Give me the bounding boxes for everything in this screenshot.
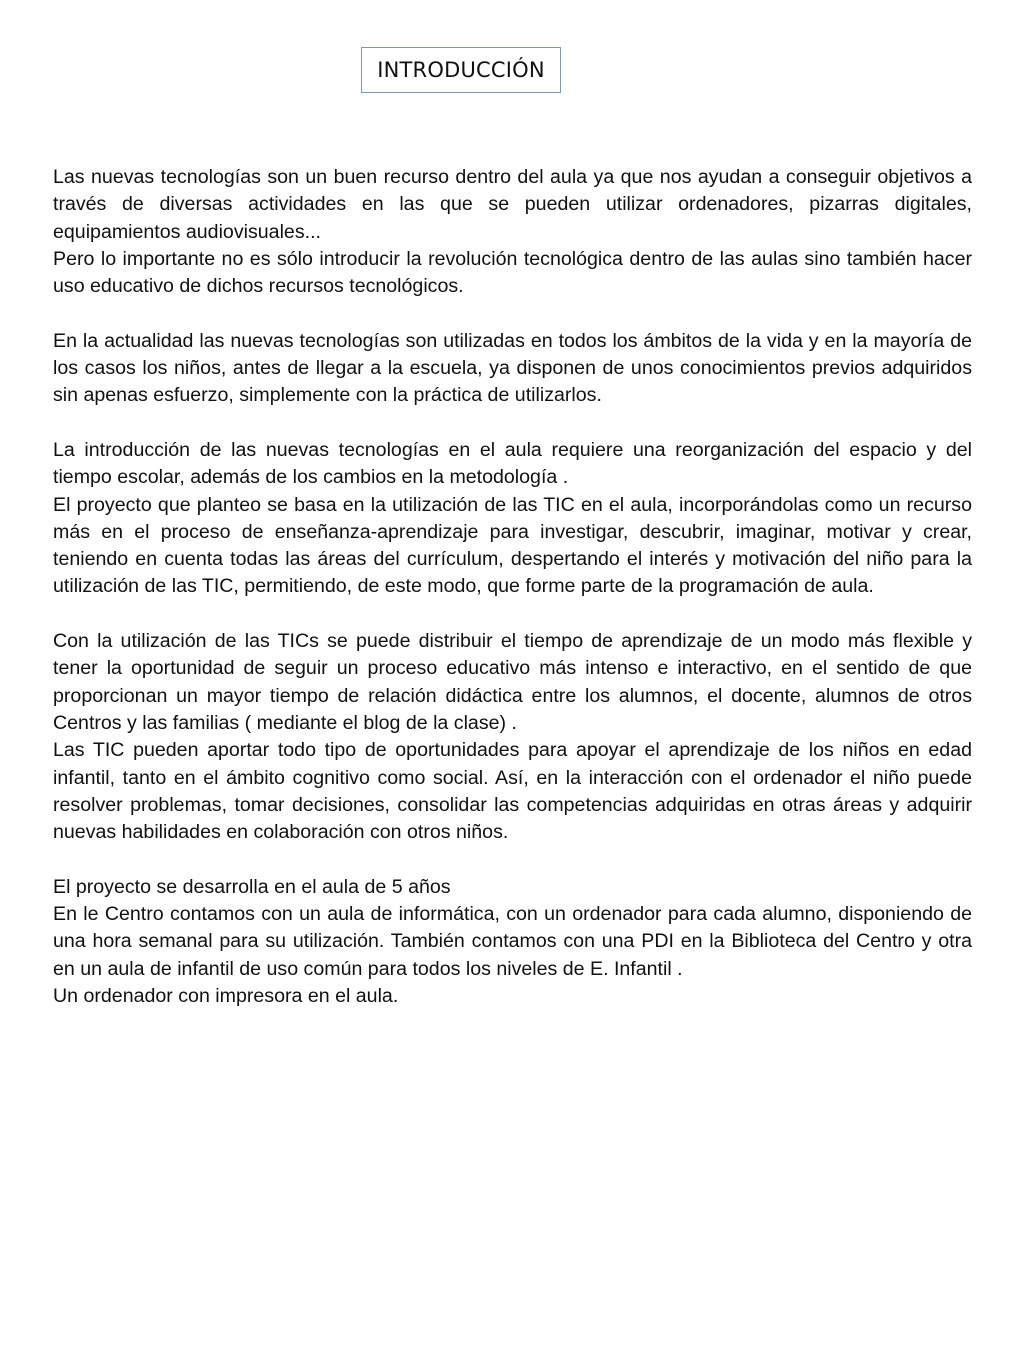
paragraph-7: Las TIC pueden aportar todo tipo de oportunidades para apoyar el aprendizaje de los niños en edad infantil, tanto en el ámbito cognitivo como social. Así, en la interacción con el ordenador el niño puede resolver problemas, tomar decisiones, consolidar las competencias adquiridas en otras áreas y adquirir nuevas habilidades en colaboración con otros niños. [53,739,972,844]
paragraph-9: En le Centro contamos con un aula de informática, con un ordenador para cada alumno, disponiendo de una hora semanal para su utilización. También contamos con una PDI en la Biblioteca del Centro y otra en un aula de infantil de uso común para todos los niveles de E. Infantil . [53,903,972,980]
paragraph-8: El proyecto se desarrolla en el aula de 5 años [53,875,451,898]
paragraph-2: Pero lo importante no es sólo introducir la revolución tecnológica dentro de las aulas sino también hacer uso educativo de dichos recursos tecnológicos. [53,247,972,298]
section-title: INTRODUCCIÓN [361,47,561,93]
paragraph-4: La introducción de las nuevas tecnologías en el aula requiere una reorganización del espacio y del tiempo escolar, además de los cambios en la metodología . [53,438,972,489]
paragraph-1: Las nuevas tecnologías son un buen recurso dentro del aula ya que nos ayudan a conseguir objetivos a través de diversas actividades en las que se pueden utilizar ordenadores, pizarras digitales, equipamientos audiovisuales... [53,166,972,243]
paragraph-5: El proyecto que planteo se basa en la utilización de las TIC en el aula, incorporándolas como un recurso más en el proceso de enseñanza-aprendizaje para investigar, descubrir, imaginar, motivar y crear, teniendo en cuenta todas las áreas del currículum, despertando el interés y motivación del niño para la utilización de las TIC, permitiendo, de este modo, que forme parte de la programación de aula. [53,493,972,598]
paragraph-10: Un ordenador con impresora en el aula. [53,984,399,1007]
paragraph-6: Con la utilización de las TICs se puede distribuir el tiempo de aprendizaje de un modo más flexible y tener la oportunidad de seguir un proceso educativo más intenso e interactivo, en el sentido de que proporcionan un mayor tiempo de relación didáctica entre los alumnos, el docente, alumnos de otros Centros y las familias ( mediante el blog de la clase) . [53,630,972,734]
paragraph-3: En la actualidad las nuevas tecnologías son utilizadas en todos los ámbitos de la vida y en la mayoría de los casos los niños, antes de llegar a la escuela, ya disponen de unos conocimientos previos adquiridos sin apenas esfuerzo, simplemente con la práctica de utilizarlos. [53,329,972,407]
paragraph-gap [53,410,972,437]
document-body [53,164,972,1010]
paragraph-gap [53,601,972,628]
paragraph-gap [53,300,972,327]
paragraph-gap [53,846,972,873]
